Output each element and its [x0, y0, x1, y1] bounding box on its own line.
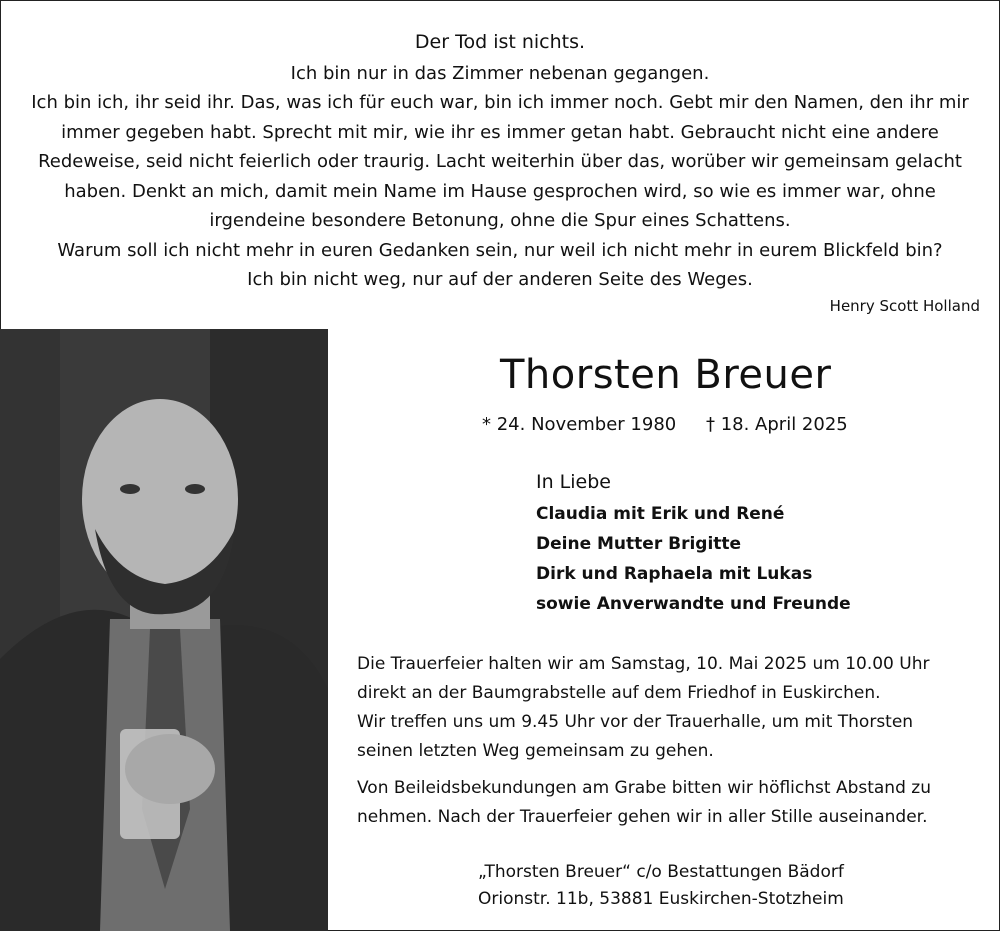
poem-line: Ich bin nicht weg, nur auf der anderen Seite des Weges.	[247, 269, 753, 290]
portrait-photo	[0, 329, 328, 931]
life-dates	[482, 414, 848, 435]
poem-author: Henry Scott Holland	[829, 297, 980, 315]
service-line: seinen letzten Weg gemeinsam zu gehen.	[357, 741, 714, 761]
contact-line: Orionstr. 11b, 53881 Euskirchen-Stotzheim	[478, 889, 844, 909]
poem-line: Warum soll ich nicht mehr in euren Gedanken sein, nur weil ich nicht mehr in eurem Blickfeld bin?	[57, 239, 943, 261]
mourner-name: Deine Mutter Brigitte	[536, 534, 742, 554]
service-line: Die Trauerfeier halten wir am Samstag, 10. Mai 2025 um 10.00 Uhr	[357, 654, 930, 674]
contact-line: „Thorsten Breuer“ c/o Bestattungen Bädorf	[478, 862, 844, 882]
mourner-name: Dirk und Raphaela mit Lukas	[536, 564, 813, 584]
poem	[0, 28, 1000, 295]
mourner-name: sowie Anverwandte und Freunde	[536, 594, 851, 614]
poem-line: Redeweise, seid nicht feierlich oder traurig. Lacht weiterhin über das, worüber wir gemeinsam gelacht	[38, 151, 962, 172]
portrait-illustration	[0, 329, 328, 931]
poem-line: Der Tod ist nichts.	[414, 31, 586, 53]
service-line: direkt an der Baumgrabstelle auf dem Friedhof in Euskirchen.	[357, 683, 881, 703]
service-line: Wir treffen uns um 9.45 Uhr vor der Trauerhalle, um mit Thorsten	[357, 712, 914, 732]
birth-date: * 24. November 1980	[482, 414, 677, 435]
service-info	[357, 650, 931, 832]
mourners-intro: In Liebe	[536, 471, 611, 493]
death-date: † 18. April 2025	[705, 414, 848, 435]
mourners	[536, 467, 851, 619]
service-line: nehmen. Nach der Trauerfeier gehen wir in aller Stille auseinander.	[357, 807, 928, 827]
poem-line: haben. Denkt an mich, damit mein Name im Hause gesprochen wird, so wie es immer war, ohne	[64, 180, 936, 202]
poem-line: Ich bin nur in das Zimmer nebenan gegangen.	[290, 62, 710, 84]
service-line: Von Beileidsbekundungen am Grabe bitten wir höflichst Abstand zu	[357, 778, 931, 798]
mourner-name: Claudia mit Erik und René	[536, 504, 785, 524]
poem-line: irgendeine besondere Betonung, ohne die Spur eines Schattens.	[209, 210, 791, 231]
poem-line: immer gegeben habt. Sprecht mit mir, wie ihr es immer getan habt. Gebraucht nicht eine andere	[61, 121, 939, 143]
deceased-name: Thorsten Breuer	[500, 352, 832, 398]
poem-line: Ich bin ich, ihr seid ihr. Das, was ich für euch war, bin ich immer noch. Gebt mir den Namen, den ihr mir	[31, 92, 969, 113]
contact-address	[478, 859, 844, 913]
